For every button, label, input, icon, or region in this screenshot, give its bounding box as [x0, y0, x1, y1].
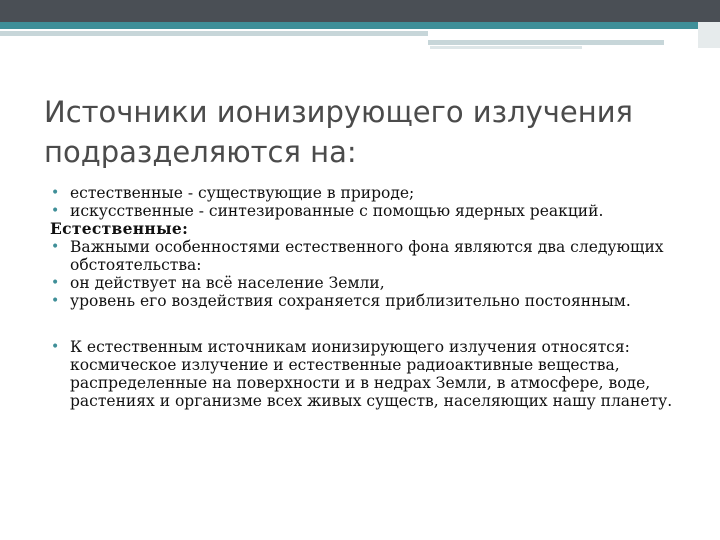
bullet-icon: •	[51, 339, 60, 355]
bullet-icon: •	[51, 185, 60, 201]
header-line	[428, 40, 664, 45]
section-heading: Естественные:	[50, 219, 189, 238]
bullet-icon: •	[51, 203, 60, 219]
header-line	[430, 46, 582, 49]
list-item: • он действует на всё население Земли,	[51, 274, 385, 292]
header-line	[0, 31, 428, 36]
header-corner-block	[698, 22, 720, 48]
bullet-icon: •	[51, 275, 60, 291]
list-item: • К естественным источникам ионизирующего излучения относятся: космическое излучение и естественные радиоактивные вещества, распределенные на поверхности и в недрах Земли, в атмосфере, воде, растениях и организме всех живых существ, населяющих нашу планету.	[51, 338, 673, 410]
bullet-icon: •	[51, 239, 60, 255]
bullet-icon: •	[51, 293, 60, 309]
slide-body	[50, 184, 710, 410]
list-item: • Важными особенностями естественного фона являются два следующих обстоятельства:	[51, 238, 664, 274]
slide-header-decoration	[0, 0, 720, 48]
header-accent-bar	[0, 22, 720, 29]
list-item: • искусственные - синтезированные с помощью ядерных реакций.	[51, 202, 604, 220]
header-dark-bar	[0, 0, 720, 22]
spacer	[50, 310, 710, 338]
slide-title: Источники ионизирующего излучения подразделяются на:	[44, 95, 633, 169]
list-item: • уровень его воздействия сохраняется приблизительно постоянным.	[51, 292, 631, 310]
list-item: • естественные - существующие в природе;	[51, 184, 415, 202]
